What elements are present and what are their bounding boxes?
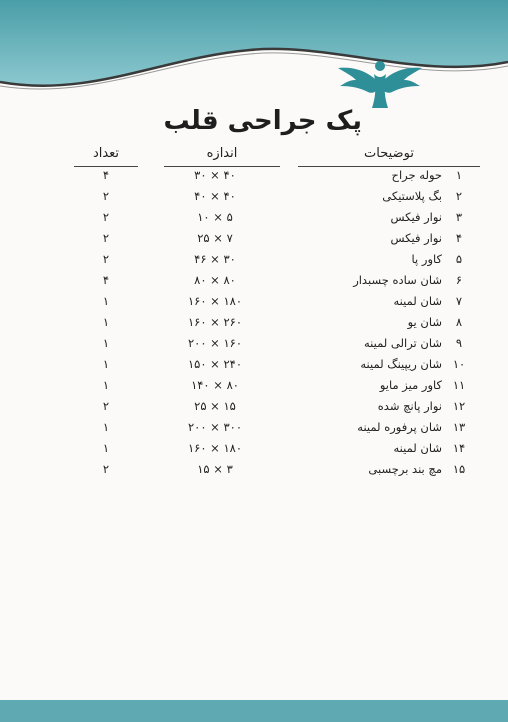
item-description: نوار پانچ شده: [377, 399, 442, 413]
item-description: شان ریپینگ لمینه: [360, 357, 442, 371]
row-number: ۷: [455, 294, 463, 308]
item-size: ۷ × ۲۵: [197, 231, 233, 245]
table-row: [0, 273, 508, 293]
table-row: [0, 315, 508, 335]
row-number: ۱۵: [452, 462, 466, 476]
item-quantity: ۲: [102, 231, 110, 245]
row-number: ۲: [455, 189, 463, 203]
item-description: شان ساده چسبدار: [353, 273, 442, 287]
item-quantity: ۲: [102, 252, 110, 266]
column-header-size: اندازه: [164, 146, 280, 167]
row-number: ۱۱: [452, 378, 466, 392]
item-description: شان لمینه: [393, 441, 442, 455]
item-quantity: ۴: [102, 273, 110, 287]
row-number: ۱۰: [452, 357, 466, 371]
row-number: ۸: [455, 315, 463, 329]
item-quantity: ۲: [102, 399, 110, 413]
item-size: ۳۰ × ۴۶: [194, 252, 236, 266]
table-row: [0, 357, 508, 377]
item-quantity: ۱: [102, 336, 110, 350]
row-number: ۶: [455, 273, 463, 287]
item-quantity: ۲: [102, 210, 110, 224]
table-row: [0, 336, 508, 356]
row-number: ۱۳: [452, 420, 466, 434]
item-quantity: ۱: [102, 294, 110, 308]
header-wave-decoration: [0, 0, 508, 110]
item-size: ۲۴۰ × ۱۵۰: [187, 357, 242, 371]
row-number: ۹: [455, 336, 463, 350]
item-size: ۱۶۰ × ۲۰۰: [187, 336, 242, 350]
item-quantity: ۴: [102, 168, 110, 182]
item-description: کاور پا: [411, 252, 442, 266]
column-header-quantity: تعداد: [74, 146, 138, 167]
item-quantity: ۲: [102, 189, 110, 203]
item-size: ۴۰ × ۳۰: [194, 168, 236, 182]
item-description: شان لمینه: [393, 294, 442, 308]
item-description: کاور میز مایو: [379, 378, 442, 392]
item-quantity: ۱: [102, 315, 110, 329]
table-row: [0, 231, 508, 251]
item-quantity: ۱: [102, 420, 110, 434]
column-header-description: توضیحات: [298, 146, 480, 167]
item-size: ۵ × ۱۰: [197, 210, 233, 224]
item-size: ۱۸۰ × ۱۶۰: [187, 294, 242, 308]
item-size: ۲۶۰ × ۱۶۰: [187, 315, 242, 329]
winged-figure-icon: [336, 58, 424, 110]
row-number: ۳: [455, 210, 463, 224]
table-row: [0, 441, 508, 461]
item-description: حوله جراح: [391, 168, 442, 182]
item-size: ۸۰ × ۱۴۰: [191, 378, 239, 392]
item-description: مچ بند برچسبی: [368, 462, 442, 476]
item-quantity: ۱: [102, 357, 110, 371]
item-description: شان پرفوره لمینه: [357, 420, 442, 434]
item-description: نوار فیکس: [390, 231, 442, 245]
page-title: پک جراحی قلب: [163, 106, 362, 136]
item-size: ۳۰۰ × ۲۰۰: [187, 420, 242, 434]
table-row: [0, 420, 508, 440]
row-number: ۱: [455, 168, 463, 182]
item-description: بگ پلاستیکی: [382, 189, 442, 203]
item-size: ۱۵ × ۲۵: [194, 399, 236, 413]
item-description: شان ترالی لمینه: [364, 336, 442, 350]
item-quantity: ۱: [102, 441, 110, 455]
item-size: ۳ × ۱۵: [197, 462, 233, 476]
item-description: شان یو: [407, 315, 442, 329]
table-row: [0, 462, 508, 482]
item-quantity: ۲: [102, 462, 110, 476]
item-size: ۱۸۰ × ۱۶۰: [187, 441, 242, 455]
table-row: [0, 189, 508, 209]
table-row: [0, 252, 508, 272]
item-description: نوار فیکس: [390, 210, 442, 224]
table-row: [0, 168, 508, 188]
row-number: ۱۴: [452, 441, 466, 455]
table-row: [0, 210, 508, 230]
table-row: [0, 294, 508, 314]
item-size: ۸۰ × ۸۰: [194, 273, 236, 287]
footer-bar: [0, 700, 508, 722]
row-number: ۵: [455, 252, 463, 266]
item-size: ۴۰ × ۴۰: [194, 189, 236, 203]
row-number: ۱۲: [452, 399, 466, 413]
table-row: [0, 399, 508, 419]
item-quantity: ۱: [102, 378, 110, 392]
row-number: ۴: [455, 231, 463, 245]
table-row: [0, 378, 508, 398]
